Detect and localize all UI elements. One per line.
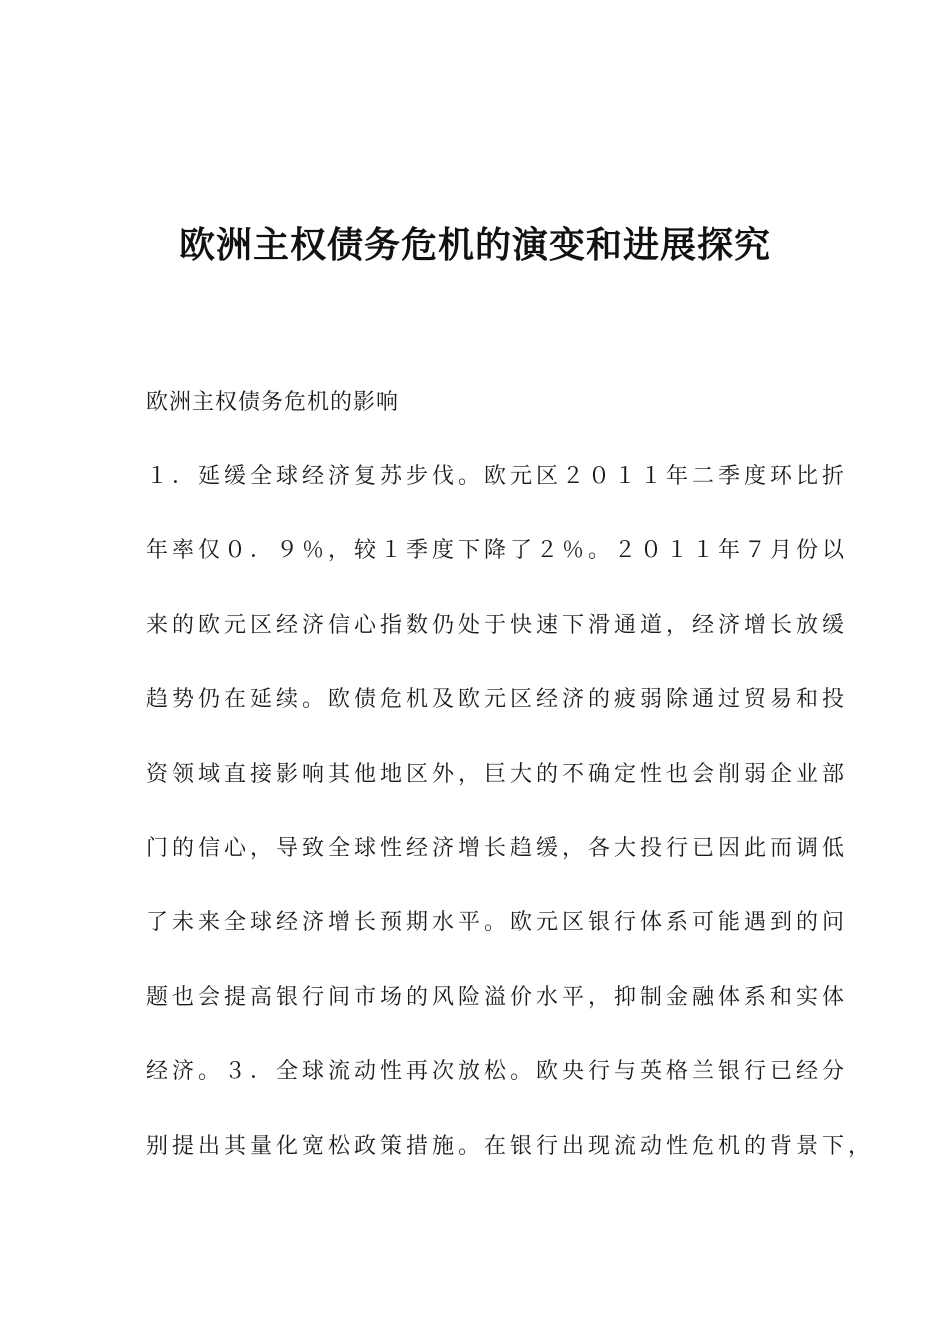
body-line: 题也会提高银行间市场的风险溢价水平，抑制金融体系和实体 [146, 984, 849, 1010]
body-line: 年率仅０．９％，较１季度下降了２％。２０１１年７月份以 [146, 538, 849, 564]
body-line: １．延缓全球经济复苏步伐。欧元区２０１１年二季度环比折 [146, 464, 849, 489]
body-line: 资领域直接影响其他地区外，巨大的不确定性也会削弱企业部 [146, 761, 849, 787]
body-line: 门的信心，导致全球性经济增长趋缓，各大投行已因此而调低 [146, 835, 849, 861]
body-line: 趋势仍在延续。欧债危机及欧元区经济的疲弱除通过贸易和投 [146, 687, 849, 713]
body-line: 来的欧元区经济信心指数仍处于快速下滑通道，经济增长放缓 [146, 612, 849, 638]
section-heading: 欧洲主权债务危机的影响 [146, 390, 400, 415]
body-line: 经济。３．全球流动性再次放松。欧央行与英格兰银行已经分 [146, 1059, 849, 1085]
document-title: 欧洲主权债务危机的演变和进展探究 [178, 225, 771, 266]
body-text [146, 457, 875, 1201]
body-line: 了未来全球经济增长预期水平。欧元区银行体系可能遇到的问 [146, 910, 849, 936]
body-line: 别提出其量化宽松政策措施。在银行出现流动性危机的背景下， [146, 1133, 875, 1159]
